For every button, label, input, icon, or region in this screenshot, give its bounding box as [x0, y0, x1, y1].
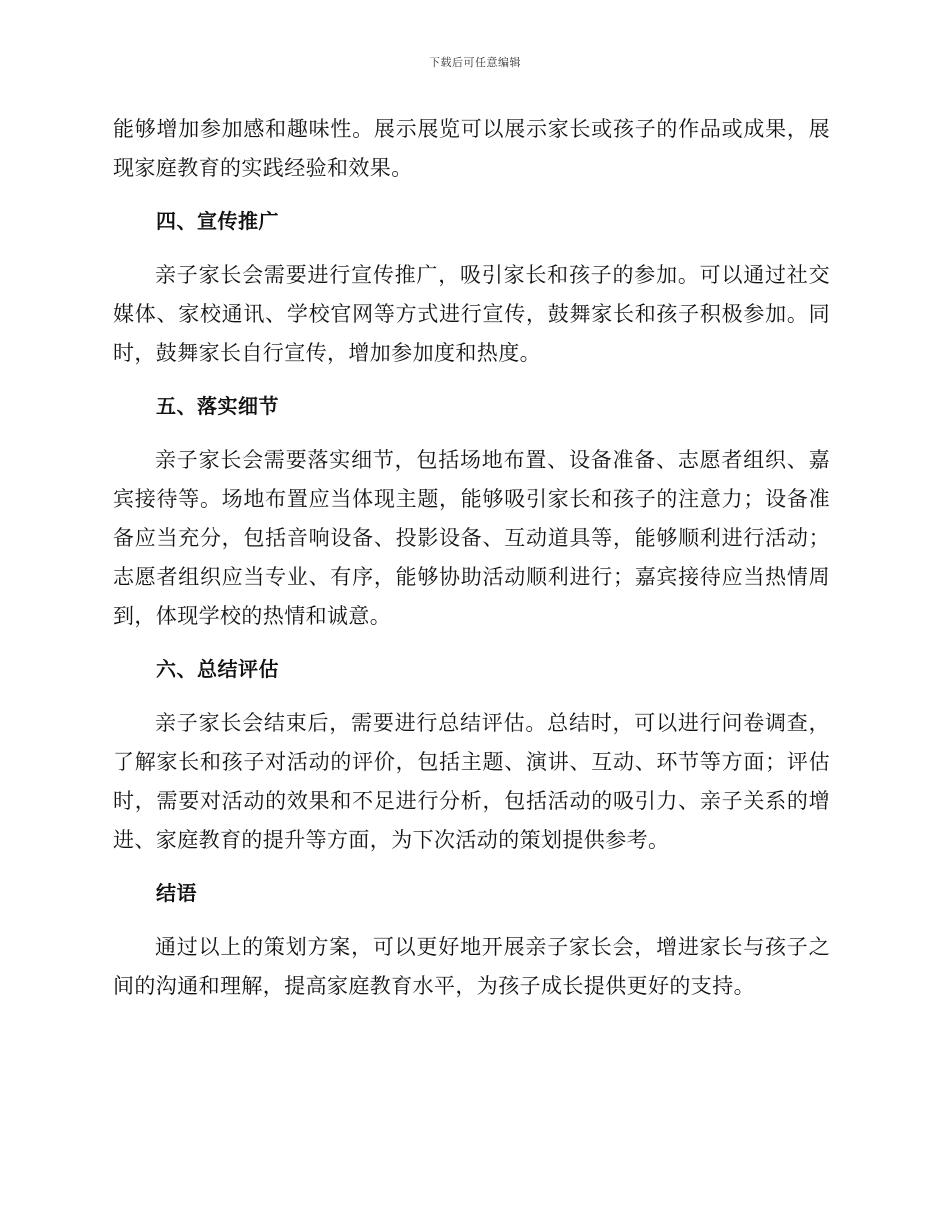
section-heading-publicity: 四、宣传推广: [156, 209, 279, 233]
section-heading-conclusion: 结语: [156, 881, 197, 905]
section-paragraph-details: 亲子家长会需要落实细节，包括场地布置、设备准备、志愿者组织、嘉宾接待等。场地布置应当体现主题，能够吸引家长和孩子的注意力；设备准备应当充分，包括音响设备、投影设备、互动道具等，能够顺利进行活动；志愿者组织应当专业、有序，能够协助活动顺利进行；嘉宾接待应当热情周到，体现学校的热情和诚意。: [113, 448, 830, 628]
section-heading-details: 五、落实细节: [156, 394, 279, 418]
page-header: 下载后可任意编辑: [429, 56, 521, 69]
section-paragraph-conclusion: 通过以上的策划方案，可以更好地开展亲子家长会，增进家长与孩子之间的沟通和理解，提高家庭教育水平，为孩子成长提供更好的支持。: [113, 935, 830, 998]
section-heading-evaluation: 六、总结评估: [156, 657, 279, 681]
section-paragraph-publicity: 亲子家长会需要进行宣传推广，吸引家长和孩子的参加。可以通过社交媒体、家校通讯、学校官网等方式进行宣传，鼓舞家长和孩子积极参加。同时，鼓舞家长自行宣传，增加参加度和热度。: [113, 263, 830, 365]
intro-paragraph: 能够增加参加感和趣味性。展示展览可以展示家长或孩子的作品或成果，展现家庭教育的实践经验和效果。: [113, 117, 830, 180]
section-paragraph-evaluation: 亲子家长会结束后，需要进行总结评估。总结时，可以进行问卷调查，了解家长和孩子对活动的评价，包括主题、演讲、互动、环节等方面；评估时，需要对活动的效果和不足进行分析，包括活动的吸引力、亲子关系的增进、家庭教育的提升等方面，为下次活动的策划提供参考。: [113, 711, 830, 852]
document-body: [113, 110, 830, 1006]
